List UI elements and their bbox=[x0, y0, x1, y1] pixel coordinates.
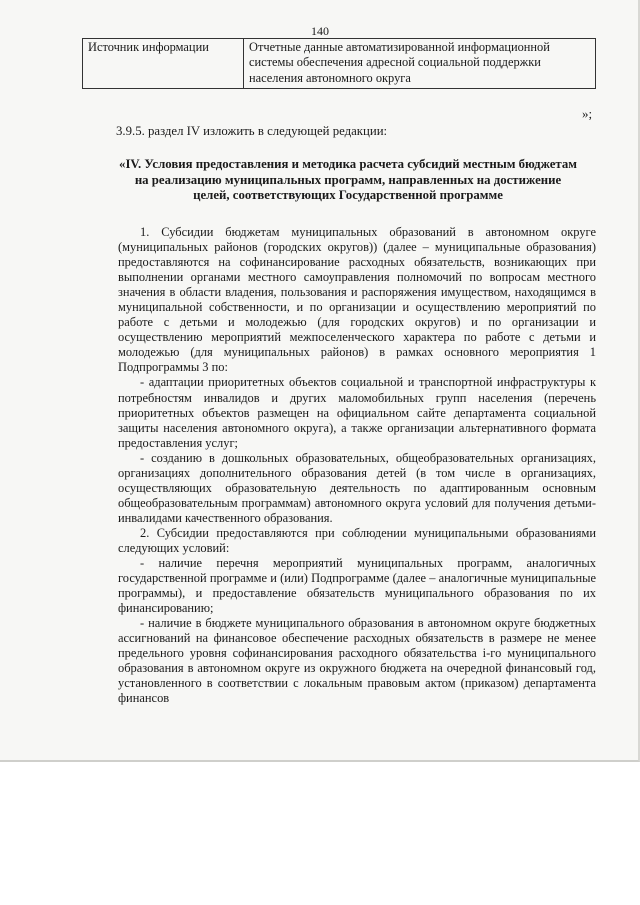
paragraph: 2. Субсидии предоставляются при соблюдении муниципальными образованиями следующих условий: bbox=[118, 525, 596, 555]
page-number: 140 bbox=[311, 24, 329, 38]
table-row bbox=[83, 39, 596, 89]
amendment-intro: 3.9.5. раздел IV изложить в следующей редакции: bbox=[116, 124, 388, 138]
paragraph: - наличие перечня мероприятий муниципальных программ, аналогичных государственной программе и (или) Подпрограмме (далее – аналогичные муниципальные программы), и предоставление обязательств муниципального образования по их финансированию; bbox=[118, 556, 596, 616]
body-text bbox=[118, 225, 596, 707]
paragraph: - созданию в дошкольных образовательных, общеобразовательных организациях, организациях дополнительного образования детей (в том числе в организациях, осуществляющих образовательную деятельность по адаптированным основным общеобразовательным программам) автономного округа условий для получения детьми-инвалидами качественного образования. bbox=[118, 450, 596, 525]
table-label-cell: Источник информации bbox=[83, 39, 244, 89]
closing-quote: »; bbox=[582, 106, 593, 121]
paragraph: - адаптации приоритетных объектов социальной и транспортной инфраструктуры к потребностям инвалидов и других маломобильных групп населения (перечень приоритетных объектов размещен на официальном сайте департамента социальной защиты населения автономного округа), а также организации альтернативного формата предоставления услуг; bbox=[118, 375, 596, 450]
table-value-cell: Отчетные данные автоматизированной информационной системы обеспечения адресной социальной поддержки населения автономного округа bbox=[244, 39, 596, 89]
section-heading: «IV. Условия предоставления и методика расчета субсидий местным бюджетам на реализацию муниципальных программ, направленных на достижение целей, соответствующих Государственной программе bbox=[119, 157, 577, 203]
info-source-table bbox=[82, 38, 596, 89]
paragraph: - наличие в бюджете муниципального образования в автономном округе бюджетных ассигнований на финансовое обеспечение расходных обязательств в размере не менее предельного уровня софинансирования расходного обязательства i-го муниципального образования в автономном округе из окружного бюджета на очередной финансовый год, установленного в соответствии с локальным правовым актом (приказом) департамента финансов bbox=[118, 616, 596, 706]
paragraph: 1. Субсидии бюджетам муниципальных образований в автономном округе (муниципальных районов (городских округов)) (далее – муниципальные образования) предоставляются на софинансирование расходных обязательств, возникающих при выполнении органами местного самоуправления полномочий по вопросам местного значения в области владения, пользования и распоряжения имуществом, находящимся в муниципальной собственности, и по организации и осуществлению мероприятий по работе с детьми и молодежью (для городских округов) и по организации и осуществлению мероприятий межпоселенческого характера по работе с детьми и молодежью (для муниципальных районов) в рамках основного мероприятия 1 Подпрограммы 3 по: bbox=[118, 225, 596, 375]
